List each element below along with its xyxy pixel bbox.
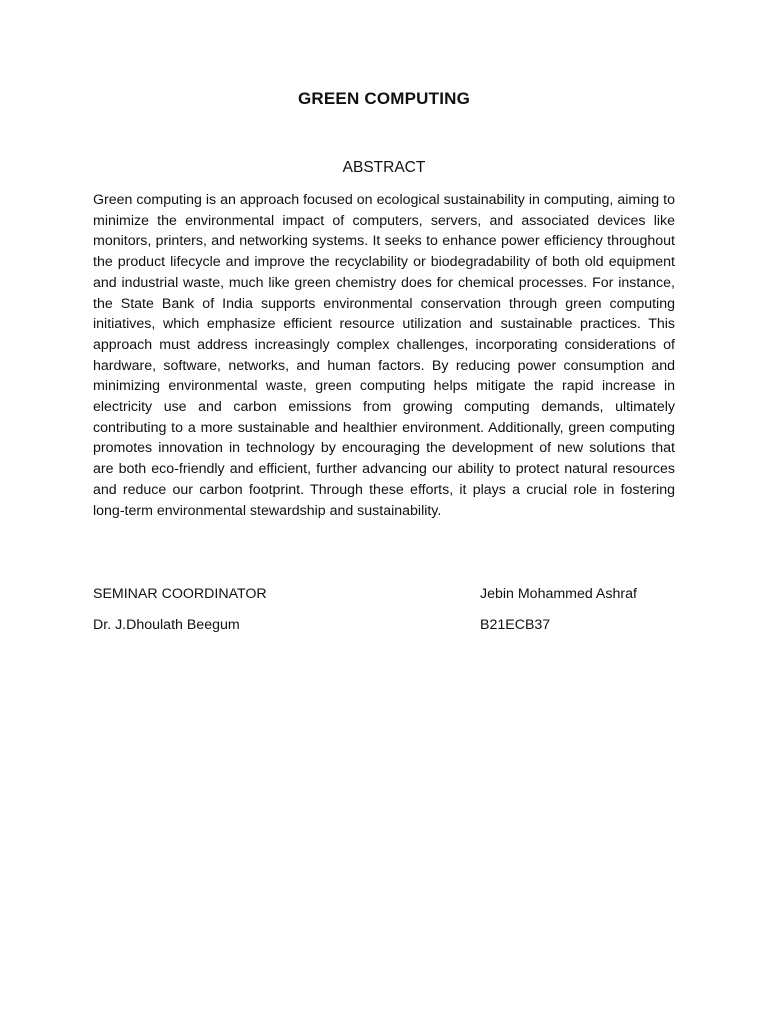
document-title: GREEN COMPUTING bbox=[297, 89, 471, 108]
coordinator-name: Dr. J.Dhoulath Beegum bbox=[93, 617, 240, 633]
section-heading-abstract: ABSTRACT bbox=[342, 159, 426, 176]
student-roll-number: B21ECB37 bbox=[480, 617, 551, 633]
abstract-paragraph: Green computing is an approach focused on ecological sustainability in computing, aiming to minimize the environmental impact of computers, servers, and associated devices like monitors, printers, and networking systems. It seeks to enhance power efficiency throughout the product lifecycle and improve the recyclability or biodegradability of both old equipment and industrial waste, much like green chemistry does for chemical processes. For instance, the State Bank of India supports environmental conservation through green computing initiatives, which emphasize efficient resource utilization and sustainable practices. This approach must address increasingly complex challenges, incorporating considerations of hardware, software, networks, and human factors. By reducing power consumption and minimizing environmental waste, green computing helps mitigate the rapid increase in electricity use and carbon emissions from growing computing demands, ultimately contributing to a more sustainable and healthier environment. Additionally, green computing promotes innovation in technology by encouraging the development of new solutions that are both eco-friendly and efficient, further advancing our ability to protect natural resources and reduce our carbon footprint. Through these efforts, it plays a crucial role in fostering long-term environmental stewardship and sustainability. bbox=[93, 192, 675, 519]
student-name: Jebin Mohammed Ashraf bbox=[480, 586, 637, 602]
coordinator-label: SEMINAR COORDINATOR bbox=[93, 586, 267, 602]
